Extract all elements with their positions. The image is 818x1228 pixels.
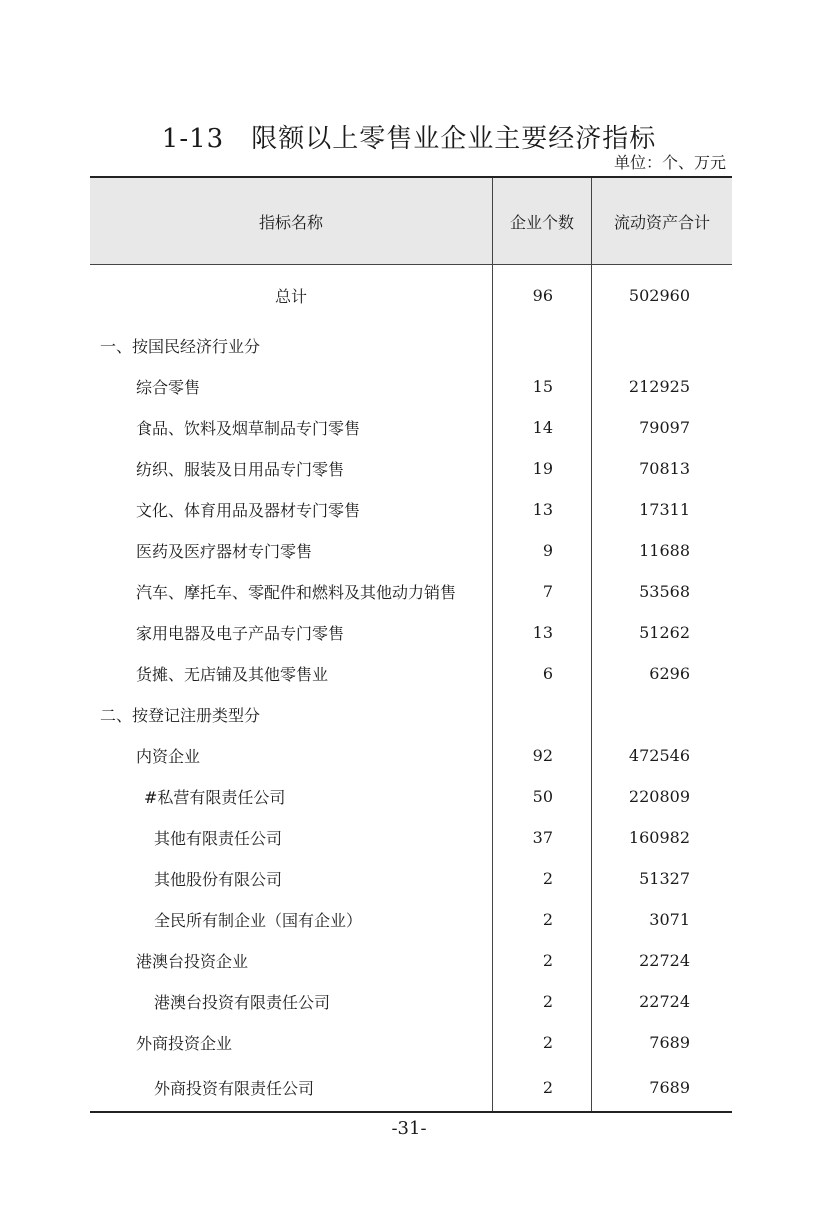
- page-number: -31-: [391, 1118, 427, 1139]
- table-row: [90, 858, 732, 899]
- row-name: 医药及医疗器材专门零售: [136, 542, 313, 561]
- row-count: 37: [493, 817, 592, 858]
- row-name: 总计: [274, 286, 307, 306]
- row-count: 2: [493, 858, 592, 899]
- row-name: 货摊、无店铺及其他零售业: [136, 665, 329, 684]
- table-row: [90, 735, 732, 776]
- row-name: 全民所有制企业（国有企业）: [154, 911, 363, 930]
- row-assets: 51262: [592, 612, 733, 653]
- row-count: 2: [493, 1022, 592, 1063]
- row-name: 文化、体育用品及器材专门零售: [136, 501, 361, 520]
- table-row: [90, 1063, 732, 1112]
- row-count: [493, 325, 592, 366]
- indicator-table: [90, 176, 732, 1113]
- header-indicator-name: 指标名称: [90, 177, 493, 265]
- row-name: #私营有限责任公司: [144, 788, 286, 807]
- table-row: [90, 1022, 732, 1063]
- row-count: 13: [493, 612, 592, 653]
- row-assets: 22724: [592, 940, 733, 981]
- row-count: 14: [493, 407, 592, 448]
- row-count: 92: [493, 735, 592, 776]
- row-assets: 6296: [592, 653, 733, 694]
- row-assets: 70813: [592, 448, 733, 489]
- header-enterprise-count: 企业个数: [493, 177, 592, 265]
- row-name: 汽车、摩托车、零配件和燃料及其他动力销售: [136, 583, 457, 602]
- row-assets: 11688: [592, 530, 733, 571]
- row-assets: [592, 325, 733, 366]
- table-row: [90, 653, 732, 694]
- row-name: 港澳台投资企业: [136, 952, 249, 971]
- table-row: [90, 571, 732, 612]
- table-row: [90, 899, 732, 940]
- table-row: [90, 817, 732, 858]
- row-assets: 472546: [592, 735, 733, 776]
- table-row: [90, 981, 732, 1022]
- header-current-assets: 流动资产合计: [592, 177, 733, 265]
- table-row: [90, 366, 732, 407]
- row-assets: [592, 694, 733, 735]
- row-assets: 7689: [592, 1063, 733, 1112]
- row-assets: 17311: [592, 489, 733, 530]
- row-name: 港澳台投资有限责任公司: [154, 993, 331, 1012]
- row-assets: 502960: [592, 265, 733, 326]
- row-assets: 79097: [592, 407, 733, 448]
- table-header-row: [90, 177, 732, 265]
- row-name: 纺织、服装及日用品专门零售: [136, 460, 345, 479]
- table-row: [90, 612, 732, 653]
- row-count: [493, 694, 592, 735]
- indicator-table-container: [90, 176, 730, 1113]
- table-row: [90, 776, 732, 817]
- row-count: 2: [493, 981, 592, 1022]
- row-assets: 212925: [592, 366, 733, 407]
- row-name: 其他有限责任公司: [154, 829, 283, 848]
- row-assets: 160982: [592, 817, 733, 858]
- table-row: [90, 448, 732, 489]
- row-name: 其他股份有限公司: [154, 870, 283, 889]
- row-count: 15: [493, 366, 592, 407]
- table-row: [90, 530, 732, 571]
- page-title: 1-13 限额以上零售业企业主要经济指标: [161, 124, 657, 154]
- table-row-total: [90, 265, 732, 326]
- row-name: 食品、饮料及烟草制品专门零售: [136, 419, 361, 438]
- row-name: 家用电器及电子产品专门零售: [136, 624, 345, 643]
- table-section-row: [90, 325, 732, 366]
- row-count: 50: [493, 776, 592, 817]
- section-heading: 二、按登记注册类型分: [100, 706, 261, 725]
- row-count: 96: [493, 265, 592, 326]
- row-assets: 22724: [592, 981, 733, 1022]
- row-name: 内资企业: [136, 747, 201, 766]
- row-count: 2: [493, 899, 592, 940]
- row-count: 2: [493, 940, 592, 981]
- table-row: [90, 407, 732, 448]
- table-section-row: [90, 694, 732, 735]
- row-count: 19: [493, 448, 592, 489]
- row-count: 2: [493, 1063, 592, 1112]
- row-assets: 3071: [592, 899, 733, 940]
- table-row: [90, 940, 732, 981]
- row-assets: 7689: [592, 1022, 733, 1063]
- row-assets: 53568: [592, 571, 733, 612]
- row-name: 综合零售: [136, 378, 201, 397]
- row-count: 13: [493, 489, 592, 530]
- row-count: 6: [493, 653, 592, 694]
- row-assets: 51327: [592, 858, 733, 899]
- section-heading: 一、按国民经济行业分: [100, 337, 261, 356]
- row-count: 9: [493, 530, 592, 571]
- row-assets: 220809: [592, 776, 733, 817]
- table-row: [90, 489, 732, 530]
- row-count: 7: [493, 571, 592, 612]
- unit-label: 单位：个、万元: [613, 153, 726, 172]
- row-name: 外商投资有限责任公司: [90, 1063, 493, 1112]
- row-name: 外商投资企业: [136, 1034, 233, 1053]
